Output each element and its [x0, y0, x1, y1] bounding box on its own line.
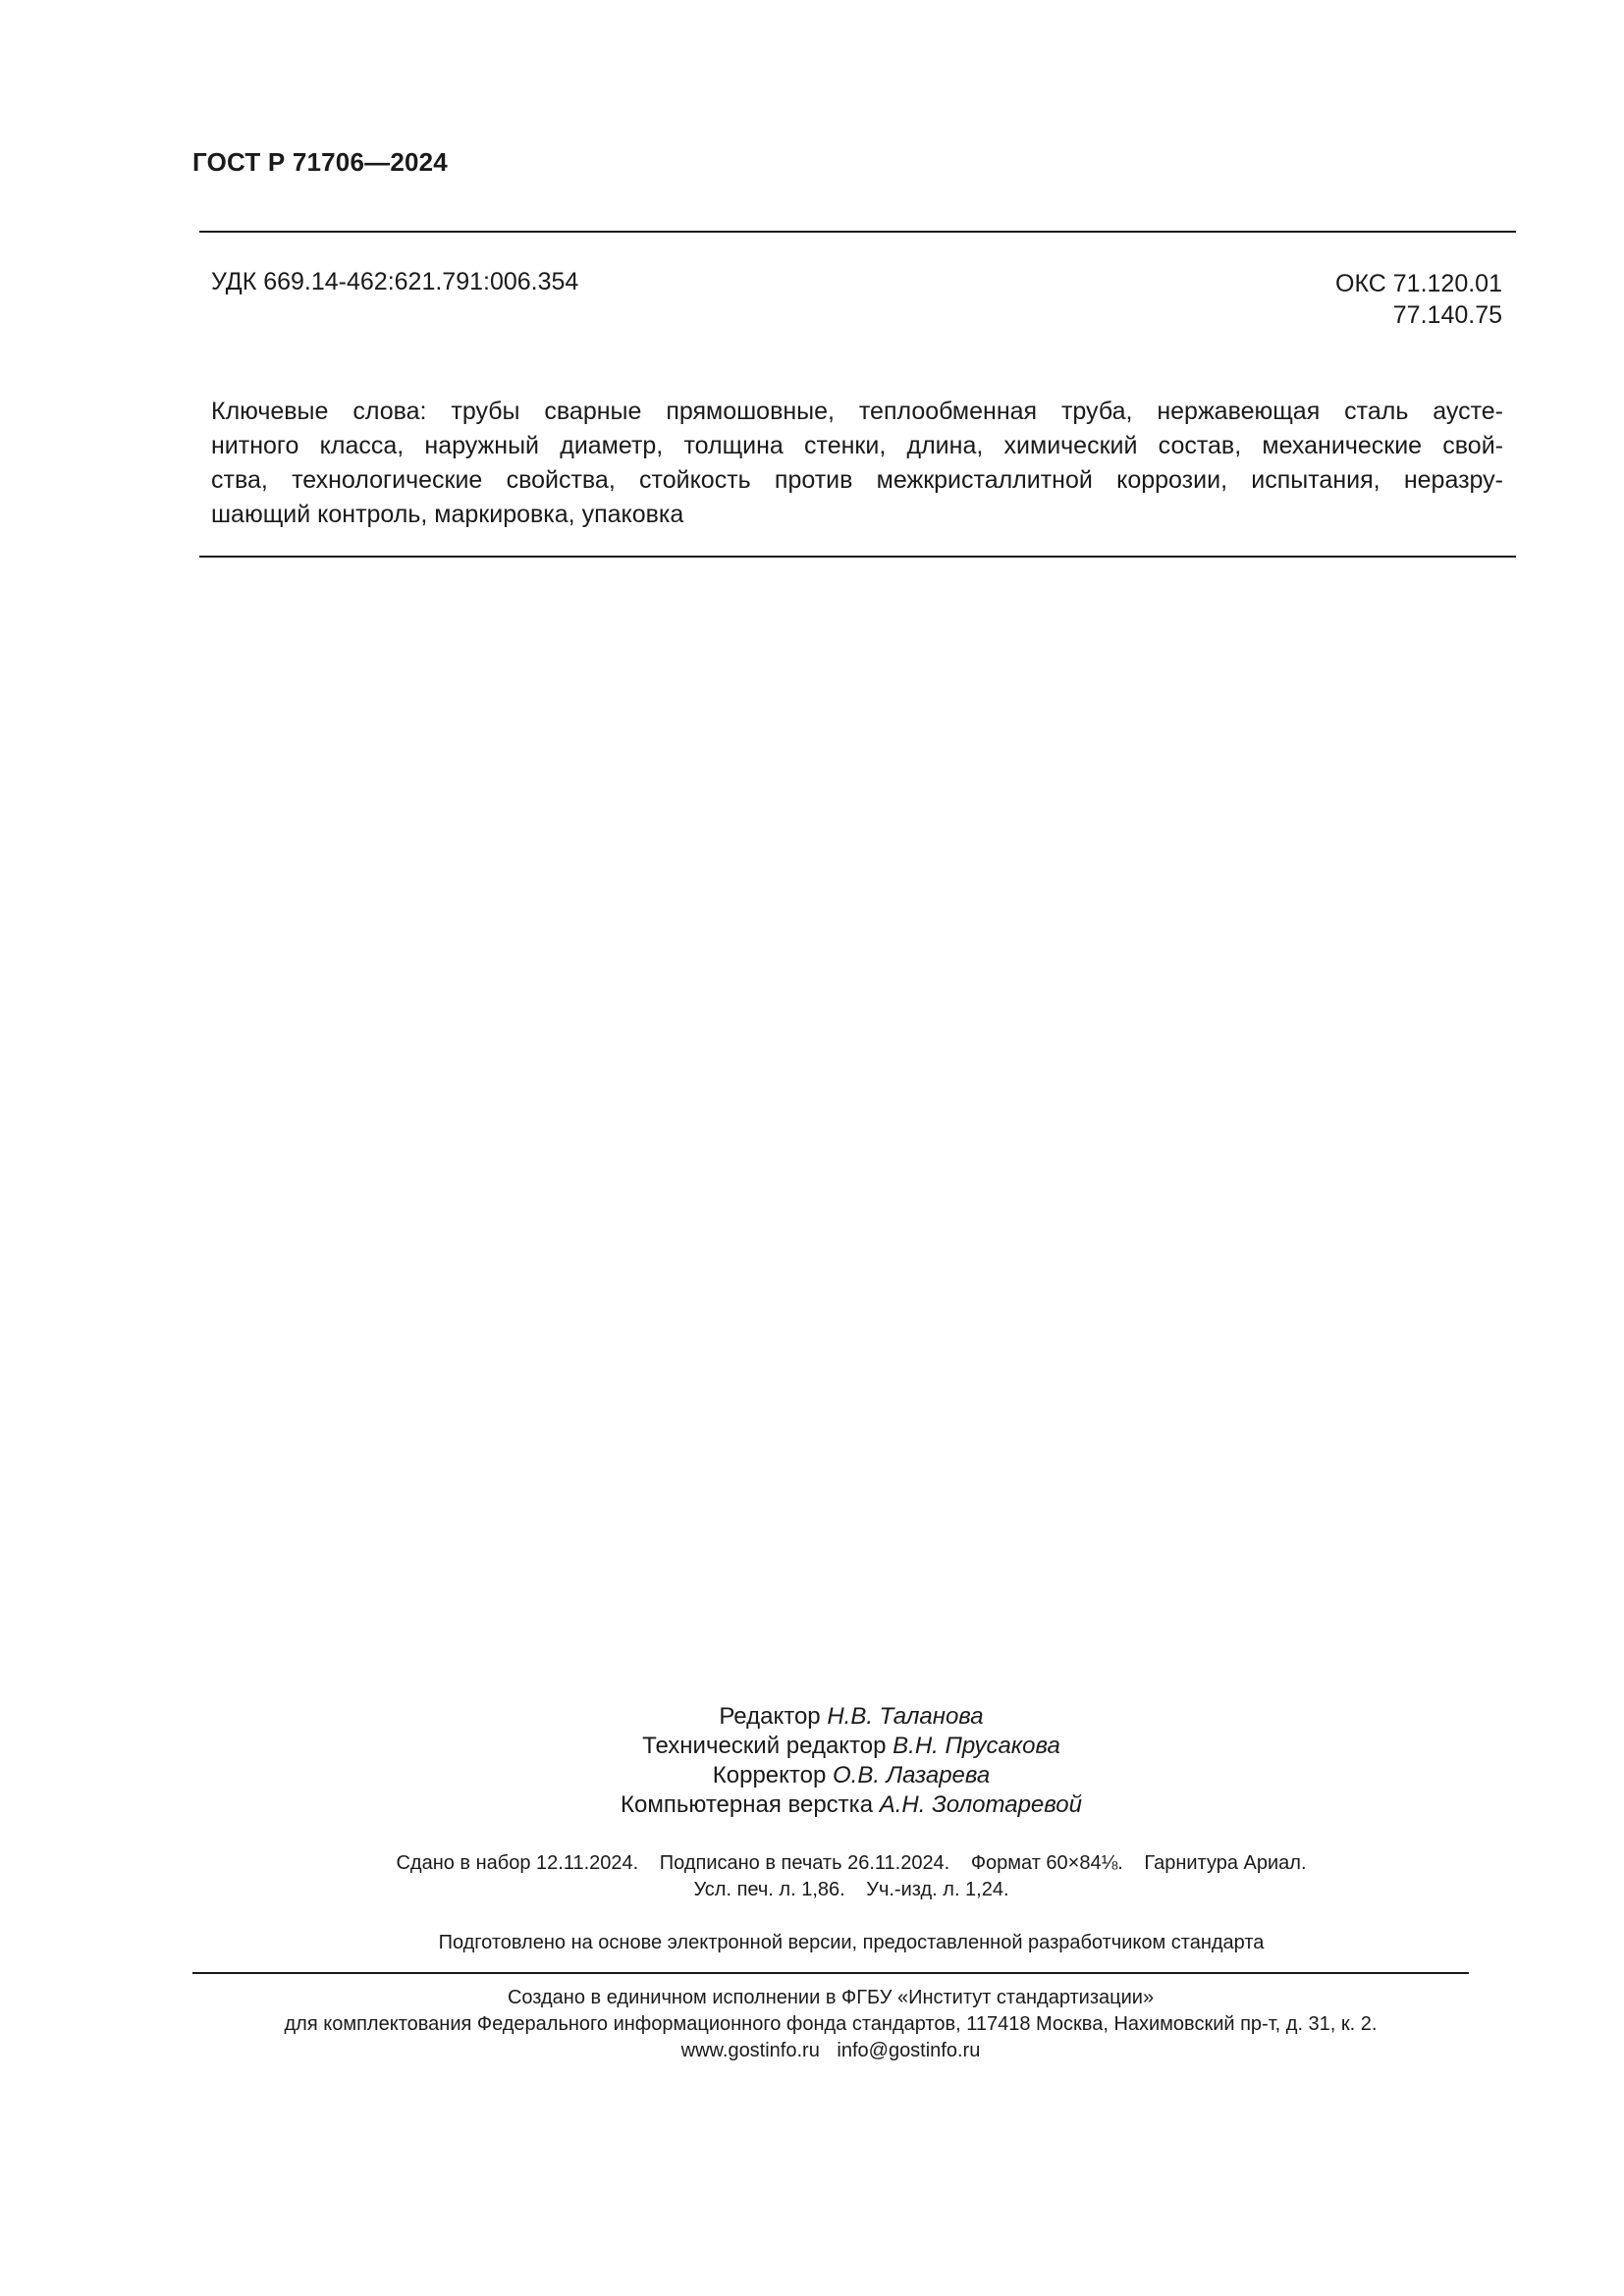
print-info-item: Гарнитура Ариал. — [1144, 1852, 1307, 1874]
credit-role: Корректор — [712, 1762, 827, 1789]
credit-name: В.Н. Прусакова — [893, 1733, 1060, 1759]
oks-codes — [1335, 268, 1502, 331]
credit-name: Н.В. Таланова — [827, 1703, 984, 1730]
footer-contacts — [192, 2038, 1469, 2064]
website-link[interactable]: www.gostinfo.ru — [680, 2040, 820, 2061]
divider-bottom — [192, 1972, 1469, 1974]
keywords-line: ства, технологические свойства, стойкость против межкристаллитной коррозии, испытания, неразру- — [211, 466, 1503, 494]
divider-middle — [199, 556, 1516, 558]
keywords-line: шающий контроль, маркировка, упаковка — [211, 501, 684, 528]
email-link[interactable]: info@gostinfo.ru — [837, 2040, 981, 2061]
print-info-item: Сдано в набор 12.11.2024. — [396, 1852, 639, 1874]
credit-role: Редактор — [719, 1703, 821, 1730]
keywords-paragraph — [211, 395, 1503, 532]
publisher-footer — [192, 1985, 1469, 2064]
print-info-item: Усл. печ. л. 1,86. — [693, 1879, 845, 1900]
credit-name: А.Н. Золотаревой — [879, 1791, 1082, 1818]
print-info-line — [295, 1850, 1408, 1877]
credit-proofreader — [334, 1761, 1369, 1790]
udk-code: УДК 669.14-462:621.791:006.354 — [211, 268, 579, 295]
print-info-item: Подписано в печать 26.11.2024. — [659, 1852, 950, 1874]
print-info-item: Уч.-изд. л. 1,24. — [866, 1879, 1009, 1900]
credit-name: О.В. Лазарева — [833, 1762, 991, 1789]
credit-layout — [334, 1790, 1369, 1820]
credit-role: Технический редактор — [642, 1733, 887, 1759]
prepared-note: Подготовлено на основе электронной версии, предоставленной разработчиком стандарта — [438, 1932, 1265, 1953]
credit-role: Компьютерная верстка — [621, 1791, 874, 1818]
keywords-line: Ключевые слова: трубы сварные прямошовные, теплообменная труба, нержавеющая сталь аусте- — [211, 398, 1503, 425]
credit-editor — [334, 1702, 1369, 1732]
oks-code-line: 77.140.75 — [1392, 301, 1502, 329]
footer-line: для комплектования Федерального информационного фонда стандартов, 117418 Москва, Нахимовский пр-т, д. 31, к. 2. — [284, 2013, 1378, 2035]
footer-line: Создано в единичном исполнении в ФГБУ «Институт стандартизации» — [507, 1987, 1155, 2008]
divider-top — [199, 231, 1516, 233]
keywords-line: нитного класса, наружный диаметр, толщина стенки, длина, химический состав, механические свой- — [211, 432, 1503, 459]
print-info — [295, 1850, 1408, 1903]
credits-block — [334, 1702, 1369, 1820]
oks-code-line: ОКС 71.120.01 — [1335, 270, 1502, 297]
print-info-item: Формат 60×84⅛. — [970, 1852, 1123, 1874]
credit-technical-editor — [334, 1732, 1369, 1761]
document-title: ГОСТ Р 71706—2024 — [192, 147, 448, 177]
print-info-line — [295, 1877, 1408, 1903]
